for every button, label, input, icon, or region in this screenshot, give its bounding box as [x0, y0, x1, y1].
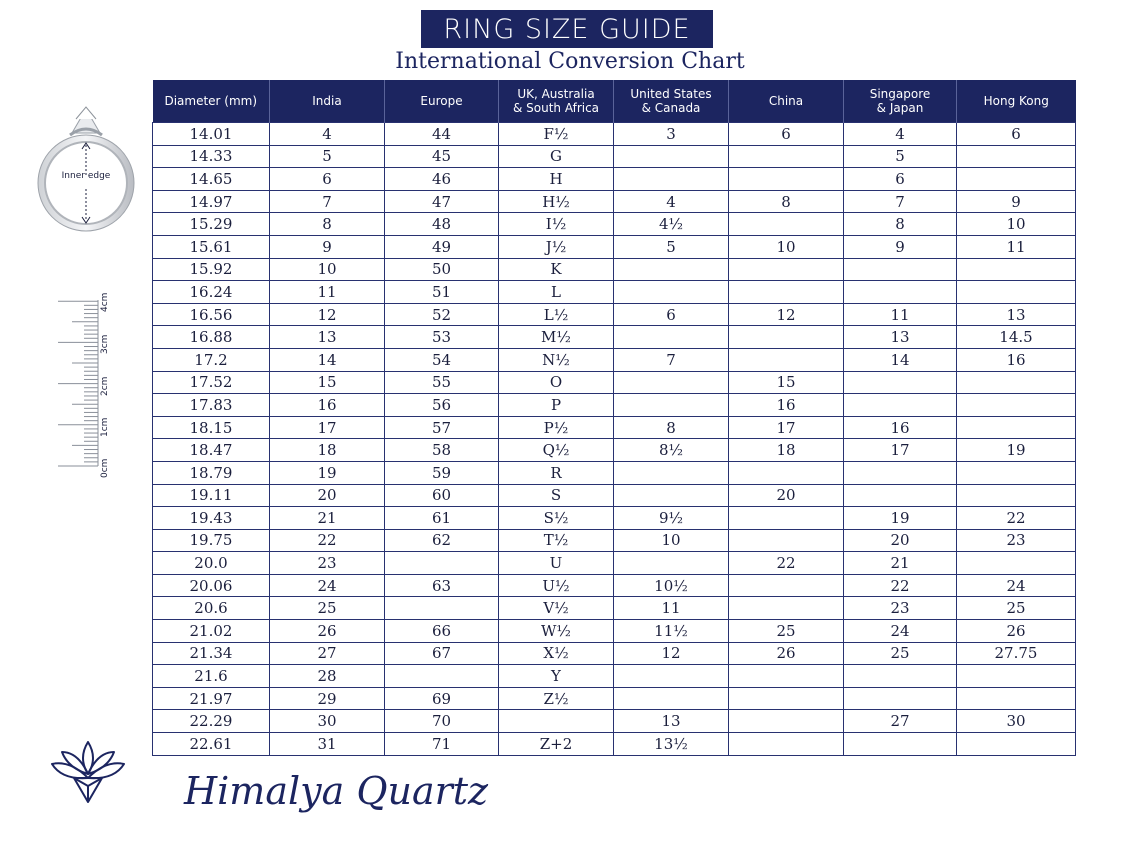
cell-europe	[385, 552, 499, 575]
cell-uk-australia-south-africa: P½	[499, 416, 614, 439]
cell-india: 25	[270, 597, 385, 620]
cell-hong-kong: 26	[957, 620, 1076, 643]
cell-uk-australia-south-africa: N½	[499, 348, 614, 371]
cell-united-states-canada: 9½	[614, 507, 729, 530]
cell-hong-kong: 11	[957, 235, 1076, 258]
cell-singapore-japan: 11	[844, 303, 957, 326]
cell-china: 22	[729, 552, 844, 575]
header-uk-australia-south-africa: UK, Australia & South Africa	[499, 80, 614, 123]
table-header-row	[153, 80, 1076, 123]
header-europe: Europe	[385, 80, 499, 123]
cell-hong-kong	[957, 258, 1076, 281]
cell-china	[729, 597, 844, 620]
cell-china: 17	[729, 416, 844, 439]
cell-uk-australia-south-africa: U	[499, 552, 614, 575]
cell-united-states-canada: 10	[614, 529, 729, 552]
cell-united-states-canada	[614, 168, 729, 191]
cell-diameter: 21.6	[153, 665, 270, 688]
table-row	[153, 303, 1076, 326]
cell-europe: 48	[385, 213, 499, 236]
cell-diameter: 17.2	[153, 348, 270, 371]
cell-europe: 59	[385, 461, 499, 484]
cell-diameter: 20.06	[153, 574, 270, 597]
cell-singapore-japan	[844, 394, 957, 417]
cell-diameter: 15.92	[153, 258, 270, 281]
table-row	[153, 484, 1076, 507]
header-india: India	[270, 80, 385, 123]
cell-singapore-japan	[844, 687, 957, 710]
cell-china	[729, 687, 844, 710]
cell-singapore-japan	[844, 733, 957, 756]
cell-china	[729, 326, 844, 349]
cell-hong-kong	[957, 168, 1076, 191]
cell-china	[729, 507, 844, 530]
cell-europe: 54	[385, 348, 499, 371]
cell-uk-australia-south-africa: S	[499, 484, 614, 507]
table-row	[153, 145, 1076, 168]
cell-united-states-canada	[614, 687, 729, 710]
cell-united-states-canada	[614, 371, 729, 394]
table-row	[153, 710, 1076, 733]
table-row	[153, 461, 1076, 484]
cell-europe: 47	[385, 190, 499, 213]
cell-diameter: 20.0	[153, 552, 270, 575]
cell-uk-australia-south-africa: U½	[499, 574, 614, 597]
table-row	[153, 597, 1076, 620]
cell-europe: 58	[385, 439, 499, 462]
cell-singapore-japan: 20	[844, 529, 957, 552]
cell-singapore-japan: 13	[844, 326, 957, 349]
cell-united-states-canada: 13½	[614, 733, 729, 756]
cell-hong-kong	[957, 665, 1076, 688]
cell-united-states-canada: 8½	[614, 439, 729, 462]
cell-singapore-japan: 4	[844, 123, 957, 146]
cell-united-states-canada: 13	[614, 710, 729, 733]
ruler-label-4cm: 4cm	[100, 292, 110, 312]
cell-united-states-canada: 12	[614, 642, 729, 665]
cell-singapore-japan: 22	[844, 574, 957, 597]
cell-india: 11	[270, 281, 385, 304]
cell-india: 29	[270, 687, 385, 710]
table-row	[153, 168, 1076, 191]
cell-singapore-japan: 16	[844, 416, 957, 439]
table-row	[153, 213, 1076, 236]
cell-china	[729, 348, 844, 371]
header-china: China	[729, 80, 844, 123]
cell-singapore-japan: 19	[844, 507, 957, 530]
cell-hong-kong: 27.75	[957, 642, 1076, 665]
cell-europe: 56	[385, 394, 499, 417]
table-row	[153, 529, 1076, 552]
cell-united-states-canada	[614, 145, 729, 168]
cell-diameter: 17.83	[153, 394, 270, 417]
ruler	[56, 290, 126, 478]
cell-united-states-canada: 11½	[614, 620, 729, 643]
cell-europe: 63	[385, 574, 499, 597]
cell-china: 10	[729, 235, 844, 258]
cell-united-states-canada	[614, 258, 729, 281]
cell-india: 12	[270, 303, 385, 326]
header-diameter: Diameter (mm)	[153, 80, 270, 123]
cell-europe: 50	[385, 258, 499, 281]
cell-diameter: 16.88	[153, 326, 270, 349]
cell-singapore-japan: 21	[844, 552, 957, 575]
cell-hong-kong	[957, 484, 1076, 507]
cell-uk-australia-south-africa: W½	[499, 620, 614, 643]
cell-europe: 60	[385, 484, 499, 507]
cell-china	[729, 213, 844, 236]
cell-united-states-canada: 5	[614, 235, 729, 258]
cell-europe: 49	[385, 235, 499, 258]
cell-europe: 46	[385, 168, 499, 191]
cell-hong-kong: 14.5	[957, 326, 1076, 349]
cell-singapore-japan: 7	[844, 190, 957, 213]
cell-diameter: 14.33	[153, 145, 270, 168]
table-row	[153, 642, 1076, 665]
cell-diameter: 16.24	[153, 281, 270, 304]
cell-singapore-japan	[844, 484, 957, 507]
cell-united-states-canada: 11	[614, 597, 729, 620]
cell-europe: 55	[385, 371, 499, 394]
cell-singapore-japan: 14	[844, 348, 957, 371]
cell-united-states-canada: 3	[614, 123, 729, 146]
cell-china: 25	[729, 620, 844, 643]
cell-china	[729, 733, 844, 756]
table-body	[153, 123, 1076, 756]
cell-hong-kong: 22	[957, 507, 1076, 530]
cell-china: 8	[729, 190, 844, 213]
table-row	[153, 190, 1076, 213]
cell-hong-kong: 9	[957, 190, 1076, 213]
table-row	[153, 394, 1076, 417]
cell-hong-kong: 25	[957, 597, 1076, 620]
table-row	[153, 665, 1076, 688]
guide-subtitle: International Conversion Chart	[395, 49, 745, 74]
cell-diameter: 21.34	[153, 642, 270, 665]
cell-singapore-japan: 5	[844, 145, 957, 168]
cell-china: 18	[729, 439, 844, 462]
ring-size-table	[152, 80, 1076, 756]
cell-hong-kong	[957, 416, 1076, 439]
cell-uk-australia-south-africa: H½	[499, 190, 614, 213]
cell-india: 24	[270, 574, 385, 597]
cell-diameter: 21.97	[153, 687, 270, 710]
cell-uk-australia-south-africa: J½	[499, 235, 614, 258]
cell-diameter: 21.02	[153, 620, 270, 643]
cell-singapore-japan: 25	[844, 642, 957, 665]
cell-india: 4	[270, 123, 385, 146]
cell-china: 20	[729, 484, 844, 507]
cell-diameter: 22.29	[153, 710, 270, 733]
table-row	[153, 123, 1076, 146]
cell-singapore-japan	[844, 371, 957, 394]
cell-china: 16	[729, 394, 844, 417]
cell-uk-australia-south-africa: Z½	[499, 687, 614, 710]
cell-china	[729, 574, 844, 597]
header-united-states-canada: United States & Canada	[614, 80, 729, 123]
cell-india: 6	[270, 168, 385, 191]
table-row	[153, 416, 1076, 439]
cell-europe: 45	[385, 145, 499, 168]
cell-diameter: 18.79	[153, 461, 270, 484]
cell-singapore-japan	[844, 665, 957, 688]
cell-hong-kong: 6	[957, 123, 1076, 146]
cell-singapore-japan: 17	[844, 439, 957, 462]
cell-india: 7	[270, 190, 385, 213]
cell-singapore-japan: 9	[844, 235, 957, 258]
cell-europe: 53	[385, 326, 499, 349]
table-row	[153, 687, 1076, 710]
cell-uk-australia-south-africa: V½	[499, 597, 614, 620]
cell-europe: 69	[385, 687, 499, 710]
cell-hong-kong	[957, 461, 1076, 484]
ruler-label-1cm: 1cm	[100, 417, 110, 437]
ruler-label-3cm: 3cm	[100, 334, 110, 354]
cell-uk-australia-south-africa: T½	[499, 529, 614, 552]
cell-united-states-canada	[614, 394, 729, 417]
cell-europe: 66	[385, 620, 499, 643]
cell-diameter: 16.56	[153, 303, 270, 326]
brand-logo	[48, 738, 128, 810]
cell-hong-kong: 23	[957, 529, 1076, 552]
cell-china: 12	[729, 303, 844, 326]
cell-india: 28	[270, 665, 385, 688]
cell-united-states-canada	[614, 326, 729, 349]
cell-europe: 70	[385, 710, 499, 733]
cell-uk-australia-south-africa: F½	[499, 123, 614, 146]
table-row	[153, 281, 1076, 304]
cell-uk-australia-south-africa: H	[499, 168, 614, 191]
cell-diameter: 18.47	[153, 439, 270, 462]
table-row	[153, 258, 1076, 281]
cell-diameter: 17.52	[153, 371, 270, 394]
cell-singapore-japan	[844, 461, 957, 484]
ruler-label-2cm: 2cm	[100, 376, 110, 396]
ruler-icon	[56, 290, 101, 475]
cell-china	[729, 529, 844, 552]
cell-hong-kong	[957, 394, 1076, 417]
cell-europe: 44	[385, 123, 499, 146]
cell-singapore-japan: 27	[844, 710, 957, 733]
cell-uk-australia-south-africa	[499, 710, 614, 733]
cell-uk-australia-south-africa: O	[499, 371, 614, 394]
table-row	[153, 235, 1076, 258]
cell-india: 16	[270, 394, 385, 417]
cell-india: 17	[270, 416, 385, 439]
cell-china	[729, 710, 844, 733]
cell-singapore-japan: 6	[844, 168, 957, 191]
cell-united-states-canada	[614, 552, 729, 575]
cell-europe: 61	[385, 507, 499, 530]
cell-hong-kong: 24	[957, 574, 1076, 597]
cell-uk-australia-south-africa: Y	[499, 665, 614, 688]
ring-illustration	[30, 105, 142, 235]
cell-china	[729, 281, 844, 304]
guide-title: RING SIZE GUIDE	[421, 10, 713, 48]
cell-india: 19	[270, 461, 385, 484]
cell-europe: 57	[385, 416, 499, 439]
cell-hong-kong	[957, 281, 1076, 304]
cell-united-states-canada: 6	[614, 303, 729, 326]
cell-europe: 71	[385, 733, 499, 756]
cell-europe: 51	[385, 281, 499, 304]
cell-china	[729, 258, 844, 281]
cell-india: 15	[270, 371, 385, 394]
cell-india: 30	[270, 710, 385, 733]
cell-hong-kong	[957, 371, 1076, 394]
cell-united-states-canada	[614, 281, 729, 304]
cell-india: 5	[270, 145, 385, 168]
cell-india: 23	[270, 552, 385, 575]
cell-india: 21	[270, 507, 385, 530]
cell-hong-kong	[957, 687, 1076, 710]
cell-uk-australia-south-africa: X½	[499, 642, 614, 665]
brand-signature	[180, 752, 489, 832]
table-row	[153, 439, 1076, 462]
cell-uk-australia-south-africa: Z+2	[499, 733, 614, 756]
cell-united-states-canada: 10½	[614, 574, 729, 597]
cell-diameter: 19.11	[153, 484, 270, 507]
cell-singapore-japan: 23	[844, 597, 957, 620]
header-singapore-japan: Singapore & Japan	[844, 80, 957, 123]
cell-uk-australia-south-africa: L½	[499, 303, 614, 326]
signature-text: Himalya Quartz	[184, 769, 489, 813]
cell-india: 27	[270, 642, 385, 665]
cell-uk-australia-south-africa: I½	[499, 213, 614, 236]
cell-india: 22	[270, 529, 385, 552]
cell-diameter: 14.97	[153, 190, 270, 213]
cell-united-states-canada: 4½	[614, 213, 729, 236]
cell-india: 13	[270, 326, 385, 349]
cell-singapore-japan	[844, 258, 957, 281]
cell-hong-kong: 19	[957, 439, 1076, 462]
cell-india: 8	[270, 213, 385, 236]
cell-india: 10	[270, 258, 385, 281]
cell-india: 9	[270, 235, 385, 258]
cell-europe: 62	[385, 529, 499, 552]
ring-inner-edge-label: Inner edge	[61, 171, 111, 181]
cell-china	[729, 461, 844, 484]
cell-diameter: 22.61	[153, 733, 270, 756]
cell-united-states-canada	[614, 484, 729, 507]
table-row	[153, 552, 1076, 575]
lotus-gem-icon	[48, 738, 128, 810]
cell-uk-australia-south-africa: M½	[499, 326, 614, 349]
cell-diameter: 14.65	[153, 168, 270, 191]
cell-europe: 52	[385, 303, 499, 326]
ring-icon	[30, 105, 142, 235]
ruler-label-0cm: 0cm	[100, 458, 110, 478]
cell-uk-australia-south-africa: L	[499, 281, 614, 304]
cell-hong-kong	[957, 552, 1076, 575]
cell-china	[729, 145, 844, 168]
cell-india: 18	[270, 439, 385, 462]
cell-india: 20	[270, 484, 385, 507]
cell-europe	[385, 597, 499, 620]
cell-china	[729, 665, 844, 688]
cell-hong-kong: 10	[957, 213, 1076, 236]
cell-china: 26	[729, 642, 844, 665]
cell-india: 14	[270, 348, 385, 371]
cell-uk-australia-south-africa: R	[499, 461, 614, 484]
cell-hong-kong	[957, 145, 1076, 168]
cell-hong-kong: 13	[957, 303, 1076, 326]
cell-india: 31	[270, 733, 385, 756]
cell-diameter: 15.61	[153, 235, 270, 258]
cell-india: 26	[270, 620, 385, 643]
cell-united-states-canada: 7	[614, 348, 729, 371]
cell-diameter: 18.15	[153, 416, 270, 439]
cell-diameter: 19.43	[153, 507, 270, 530]
cell-hong-kong: 16	[957, 348, 1076, 371]
header-hong-kong: Hong Kong	[957, 80, 1076, 123]
cell-europe	[385, 665, 499, 688]
cell-uk-australia-south-africa: Q½	[499, 439, 614, 462]
table-row	[153, 326, 1076, 349]
cell-united-states-canada	[614, 665, 729, 688]
cell-united-states-canada: 8	[614, 416, 729, 439]
cell-china	[729, 168, 844, 191]
cell-singapore-japan: 8	[844, 213, 957, 236]
cell-singapore-japan: 24	[844, 620, 957, 643]
cell-china: 15	[729, 371, 844, 394]
cell-uk-australia-south-africa: K	[499, 258, 614, 281]
cell-uk-australia-south-africa: G	[499, 145, 614, 168]
table-row	[153, 620, 1076, 643]
cell-hong-kong: 30	[957, 710, 1076, 733]
cell-uk-australia-south-africa: S½	[499, 507, 614, 530]
cell-europe: 67	[385, 642, 499, 665]
cell-uk-australia-south-africa: P	[499, 394, 614, 417]
cell-singapore-japan	[844, 281, 957, 304]
table-row	[153, 507, 1076, 530]
cell-diameter: 19.75	[153, 529, 270, 552]
cell-united-states-canada: 4	[614, 190, 729, 213]
cell-china: 6	[729, 123, 844, 146]
cell-diameter: 15.29	[153, 213, 270, 236]
cell-diameter: 20.6	[153, 597, 270, 620]
table-row	[153, 371, 1076, 394]
table-row	[153, 348, 1076, 371]
cell-united-states-canada	[614, 461, 729, 484]
cell-hong-kong	[957, 733, 1076, 756]
cell-diameter: 14.01	[153, 123, 270, 146]
table-row	[153, 574, 1076, 597]
